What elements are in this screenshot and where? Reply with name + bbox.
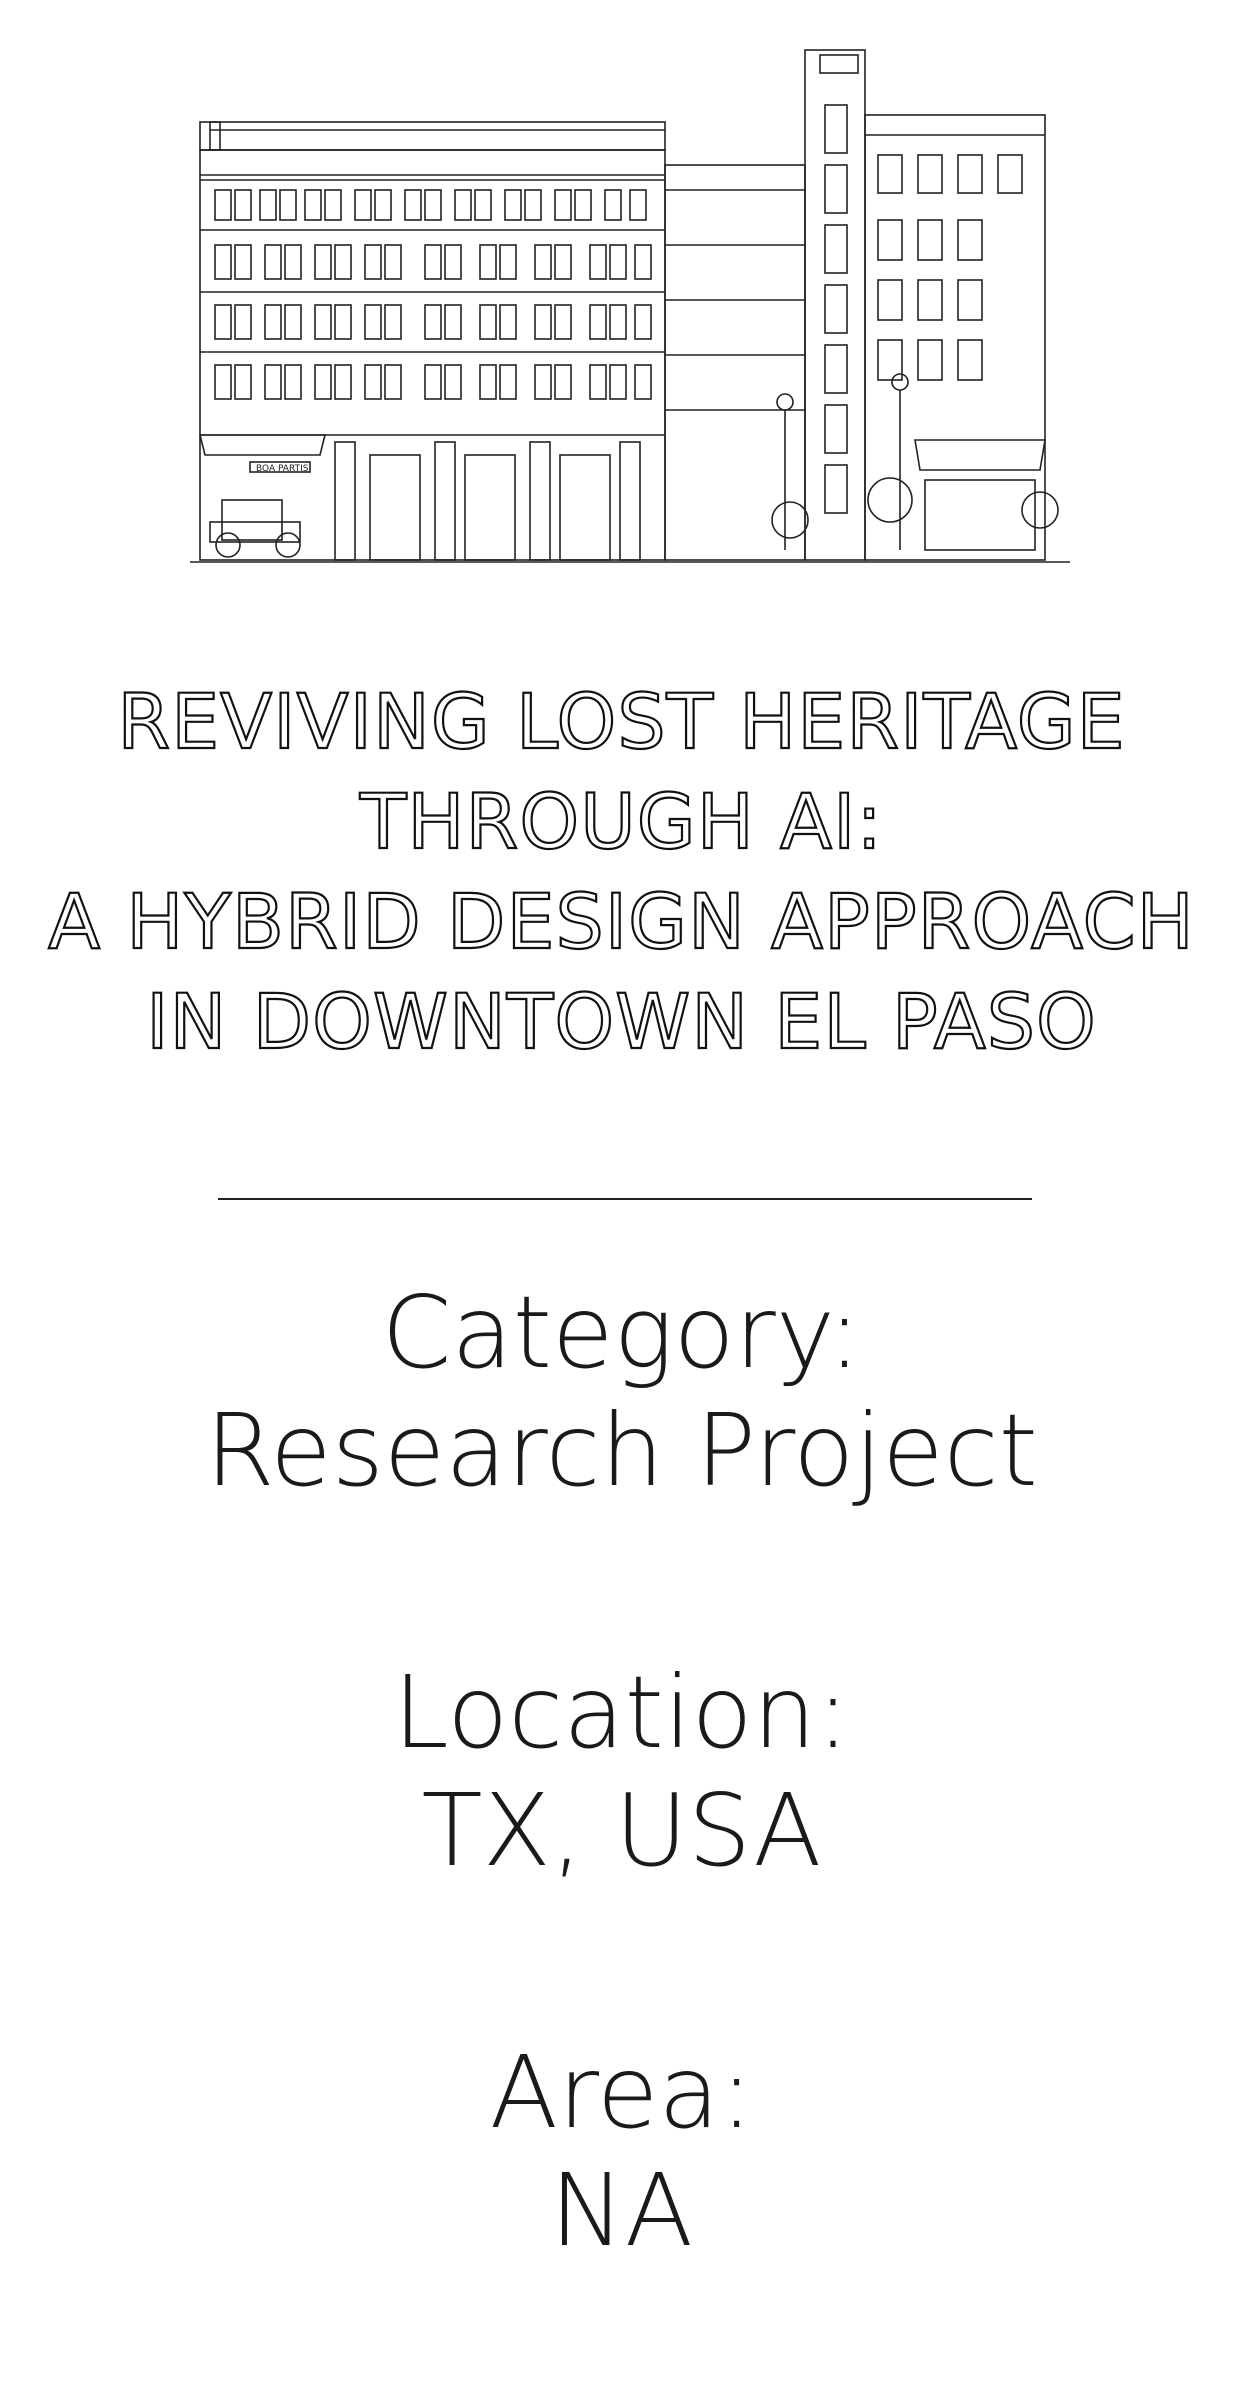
building-drawing-icon [190, 30, 1070, 570]
category-label: Category: [381, 1274, 862, 1391]
location-value: TX, USA [421, 1772, 822, 1889]
title-line-4: IN DOWNTOWN EL PASO [146, 977, 1097, 1066]
title-line-1: REVIVING LOST HERITAGE [117, 677, 1126, 766]
category-section [0, 1274, 1243, 1510]
category-value: Research Project [205, 1392, 1038, 1509]
historic-building-illustration [190, 30, 1070, 570]
area-section [0, 2034, 1243, 2270]
area-label: Area: [489, 2034, 754, 2151]
location-section [0, 1654, 1243, 1890]
title-line-3: A HYBRID DESIGN APPROACH [48, 877, 1195, 966]
svg-text:BOA PARTIS: BOA PARTIS [256, 464, 309, 474]
title-divider [218, 1198, 1032, 1200]
project-title [0, 672, 1243, 1072]
area-value: NA [549, 2152, 694, 2269]
location-label: Location: [393, 1654, 850, 1771]
title-line-2: THROUGH AI: [359, 777, 884, 866]
